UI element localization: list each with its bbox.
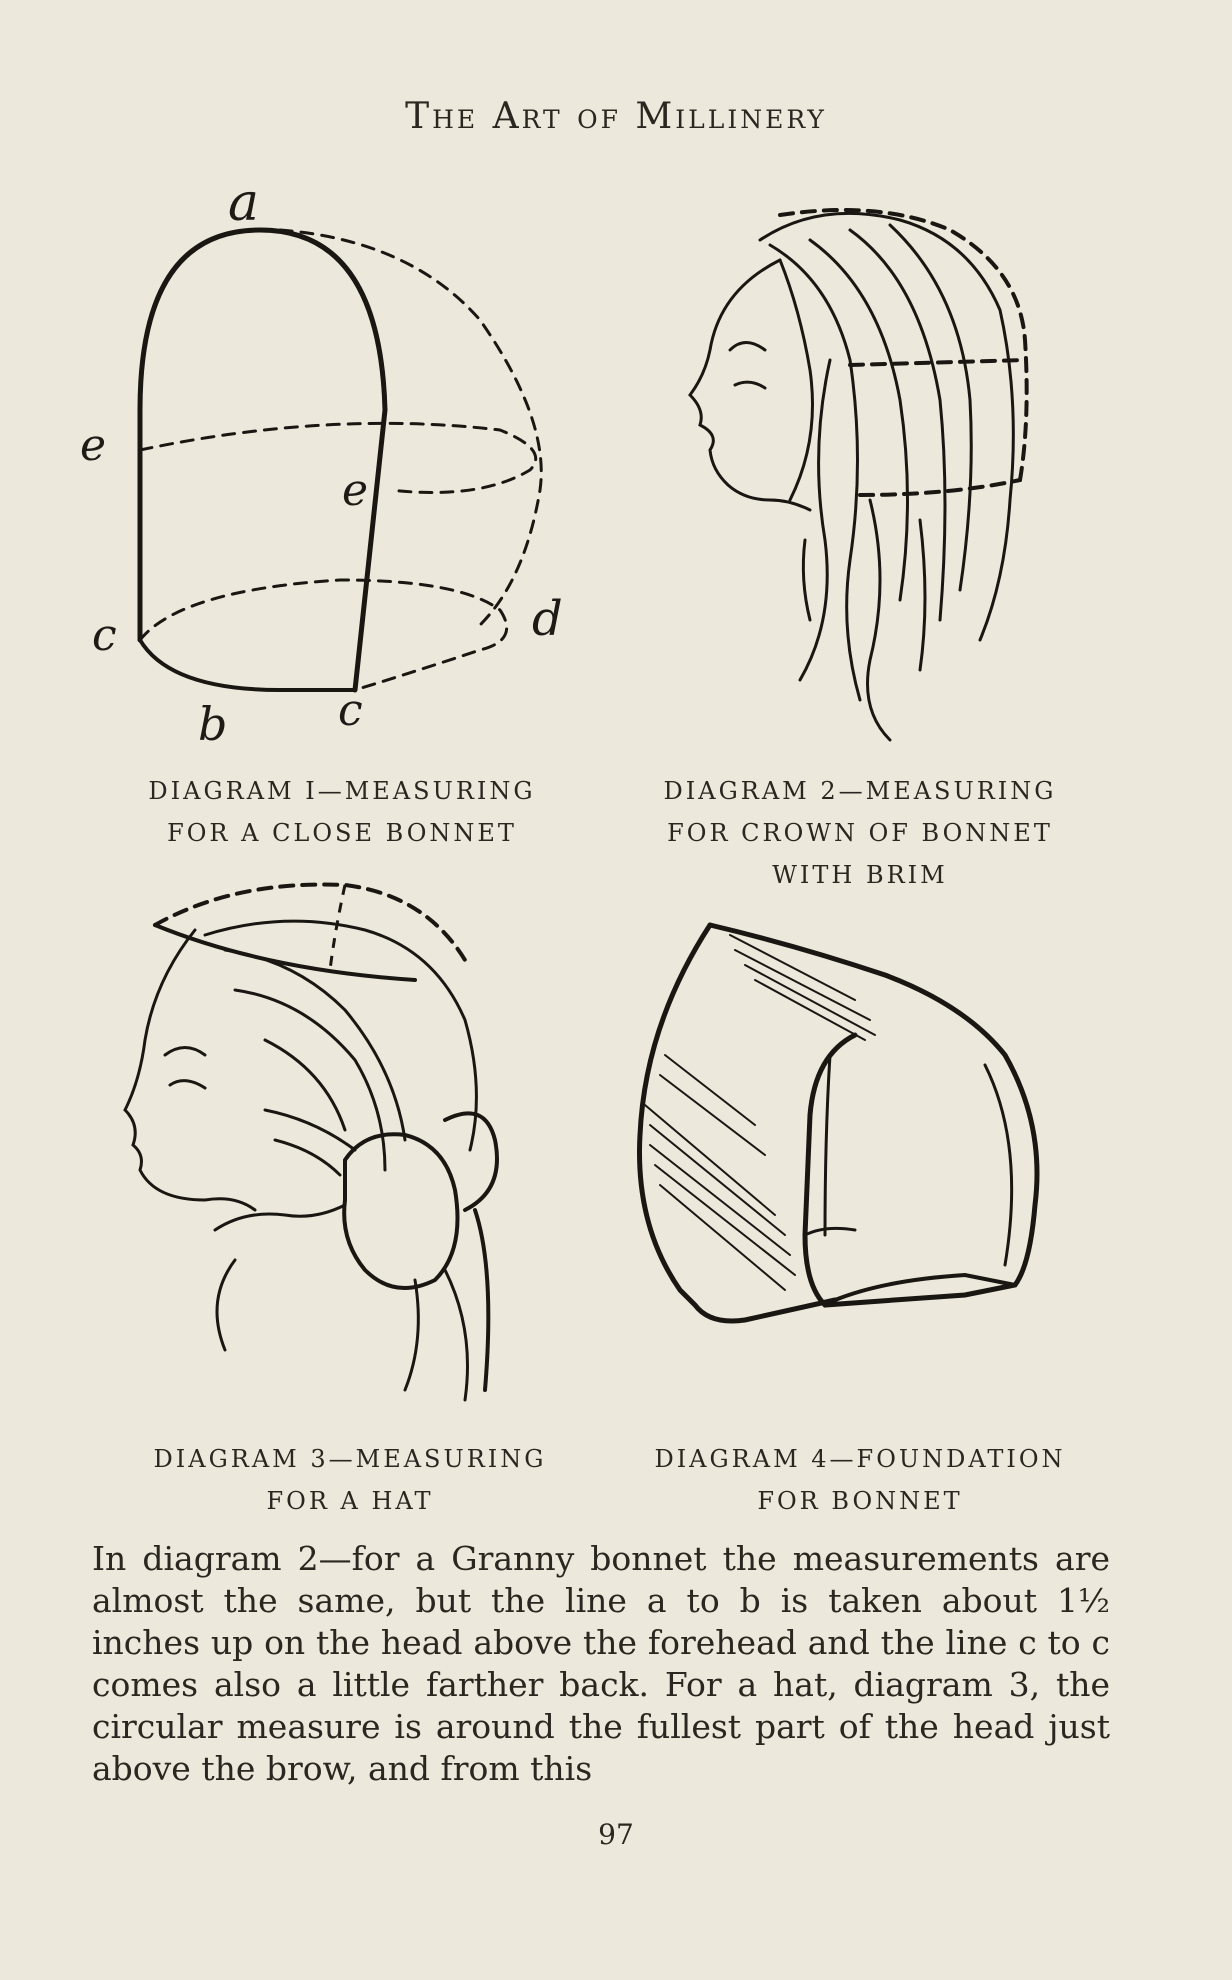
label-e-inner: e <box>342 465 369 516</box>
label-a: a <box>228 173 260 233</box>
caption-line: DIAGRAM I—MEASURING <box>148 777 536 805</box>
label-c-bottom: c <box>338 685 363 736</box>
diagram-1-illustration <box>80 160 600 760</box>
diagram-4-illustration <box>625 905 1075 1425</box>
caption-diagram-1 <box>82 770 602 854</box>
caption-line: FOR BONNET <box>757 1487 963 1515</box>
label-b: b <box>198 697 228 751</box>
label-c-left: c <box>92 610 117 661</box>
label-d: d <box>532 591 563 647</box>
body-paragraph: In diagram 2—for a Granny bonnet the measurements are almost the same, but the line a to b is taken about 1½ inches up on the head above the forehead and the line c to c comes also a little farther back. For a hat, diagram 3, the circular measure is around the fullest part of the head just above the brow, and from this <box>92 1539 1110 1788</box>
caption-line: FOR A HAT <box>266 1487 434 1515</box>
caption-diagram-3 <box>90 1438 610 1522</box>
diagram-3-illustration <box>85 870 605 1430</box>
caption-line: DIAGRAM 2—MEASURING <box>663 777 1057 805</box>
label-e-left: e <box>80 420 107 471</box>
diagram-2-illustration <box>650 200 1070 760</box>
caption-line: FOR A CLOSE BONNET <box>167 819 517 847</box>
caption-line: FOR CROWN OF BONNET <box>667 819 1053 847</box>
caption-line: DIAGRAM 3—MEASURING <box>153 1445 547 1473</box>
caption-line: DIAGRAM 4—FOUNDATION <box>654 1445 1066 1473</box>
caption-diagram-4 <box>600 1438 1120 1522</box>
caption-line: WITH BRIM <box>772 861 948 889</box>
page-number: 97 <box>598 1818 634 1851</box>
running-head: The Art of Millinery <box>405 96 827 137</box>
caption-diagram-2 <box>600 770 1120 896</box>
